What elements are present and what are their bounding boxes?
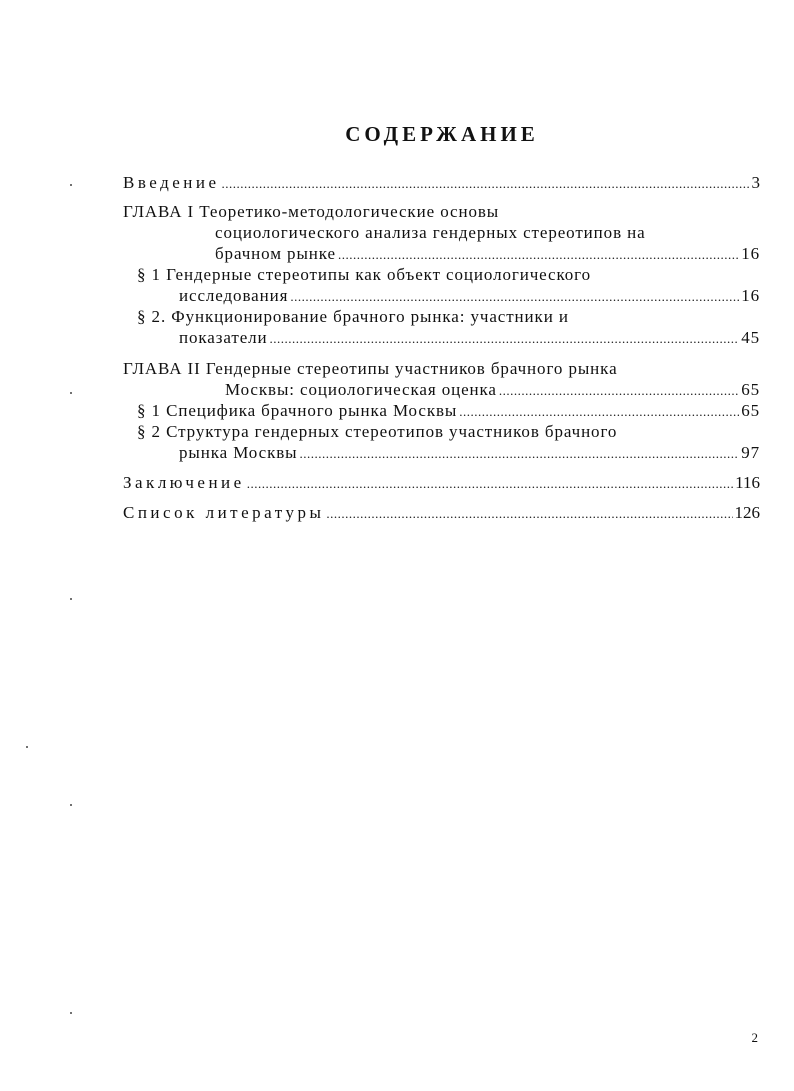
dot-leader	[222, 172, 750, 193]
toc-entry-line: § 2 Структура гендерных стереотипов участников брачного	[137, 422, 618, 441]
toc-entry-references	[123, 502, 760, 523]
toc-entry-label: Введение	[123, 173, 220, 192]
scan-speck	[70, 598, 72, 600]
scan-speck	[70, 1012, 72, 1014]
toc-entry-label: § 1 Специфика брачного рынка Москвы	[137, 401, 458, 420]
toc-entry-line	[123, 327, 760, 348]
toc-entry-label: Заключение	[123, 473, 245, 492]
toc-entry-label: рынка Москвы	[179, 443, 298, 462]
dot-leader	[290, 285, 739, 306]
toc-entry-section-2-1	[123, 400, 760, 421]
scan-speck	[70, 184, 72, 186]
toc-entry-conclusion	[123, 472, 760, 493]
toc-entry-introduction	[123, 172, 760, 193]
toc-page-number: 97	[741, 443, 760, 462]
toc-page-number: 65	[741, 401, 760, 420]
dot-leader	[270, 327, 740, 348]
toc-entry-section-1-2	[123, 306, 760, 348]
toc-entry-label: Москвы: социологическая оценка	[225, 380, 497, 399]
toc-entry-line: ГЛАВА I Теоретико-методологические основы	[123, 202, 500, 221]
toc-page-number: 116	[735, 473, 760, 492]
page-title: СОДЕРЖАНИЕ	[345, 122, 539, 146]
dot-leader	[326, 502, 732, 523]
toc-entry-line	[123, 285, 760, 306]
toc-entry-line: § 2. Функционирование брачного рынка: участники и	[137, 307, 569, 326]
scan-speck	[26, 746, 28, 748]
toc-entry-line: ГЛАВА II Гендерные стереотипы участников брачного рынка	[123, 359, 618, 378]
dot-leader	[499, 379, 739, 400]
dot-leader	[247, 472, 733, 493]
toc-entry-line: социологического анализа гендерных стереотипов на	[215, 223, 646, 242]
toc-entry-chapter-2	[123, 358, 760, 400]
toc-entry-line	[123, 442, 760, 463]
toc-entry-line: § 1 Гендерные стереотипы как объект социологического	[137, 265, 592, 284]
scan-speck	[70, 392, 72, 394]
toc-entry-line	[123, 379, 760, 400]
toc-page-number: 65	[741, 380, 760, 399]
toc-entry-label: брачном рынке	[215, 244, 336, 263]
toc-entry-label: Список литературы	[123, 503, 325, 522]
table-of-contents	[123, 172, 760, 523]
toc-entry-line	[123, 243, 760, 264]
toc-entry-label: показатели	[179, 328, 268, 347]
toc-page-number: 16	[741, 244, 760, 263]
dot-leader	[338, 243, 739, 264]
toc-page-number: 45	[741, 328, 760, 347]
toc-entry-chapter-1	[123, 201, 760, 264]
toc-entry-section-1-1	[123, 264, 760, 306]
dot-leader	[459, 400, 739, 421]
page-number: 2	[751, 1030, 758, 1045]
toc-page-number: 3	[751, 173, 760, 192]
toc-entry-label: исследования	[179, 286, 289, 305]
toc-page-number: 126	[734, 503, 760, 522]
toc-page-number: 16	[741, 286, 760, 305]
scan-speck	[70, 804, 72, 806]
dot-leader	[300, 442, 740, 463]
toc-entry-section-2-2	[123, 421, 760, 463]
